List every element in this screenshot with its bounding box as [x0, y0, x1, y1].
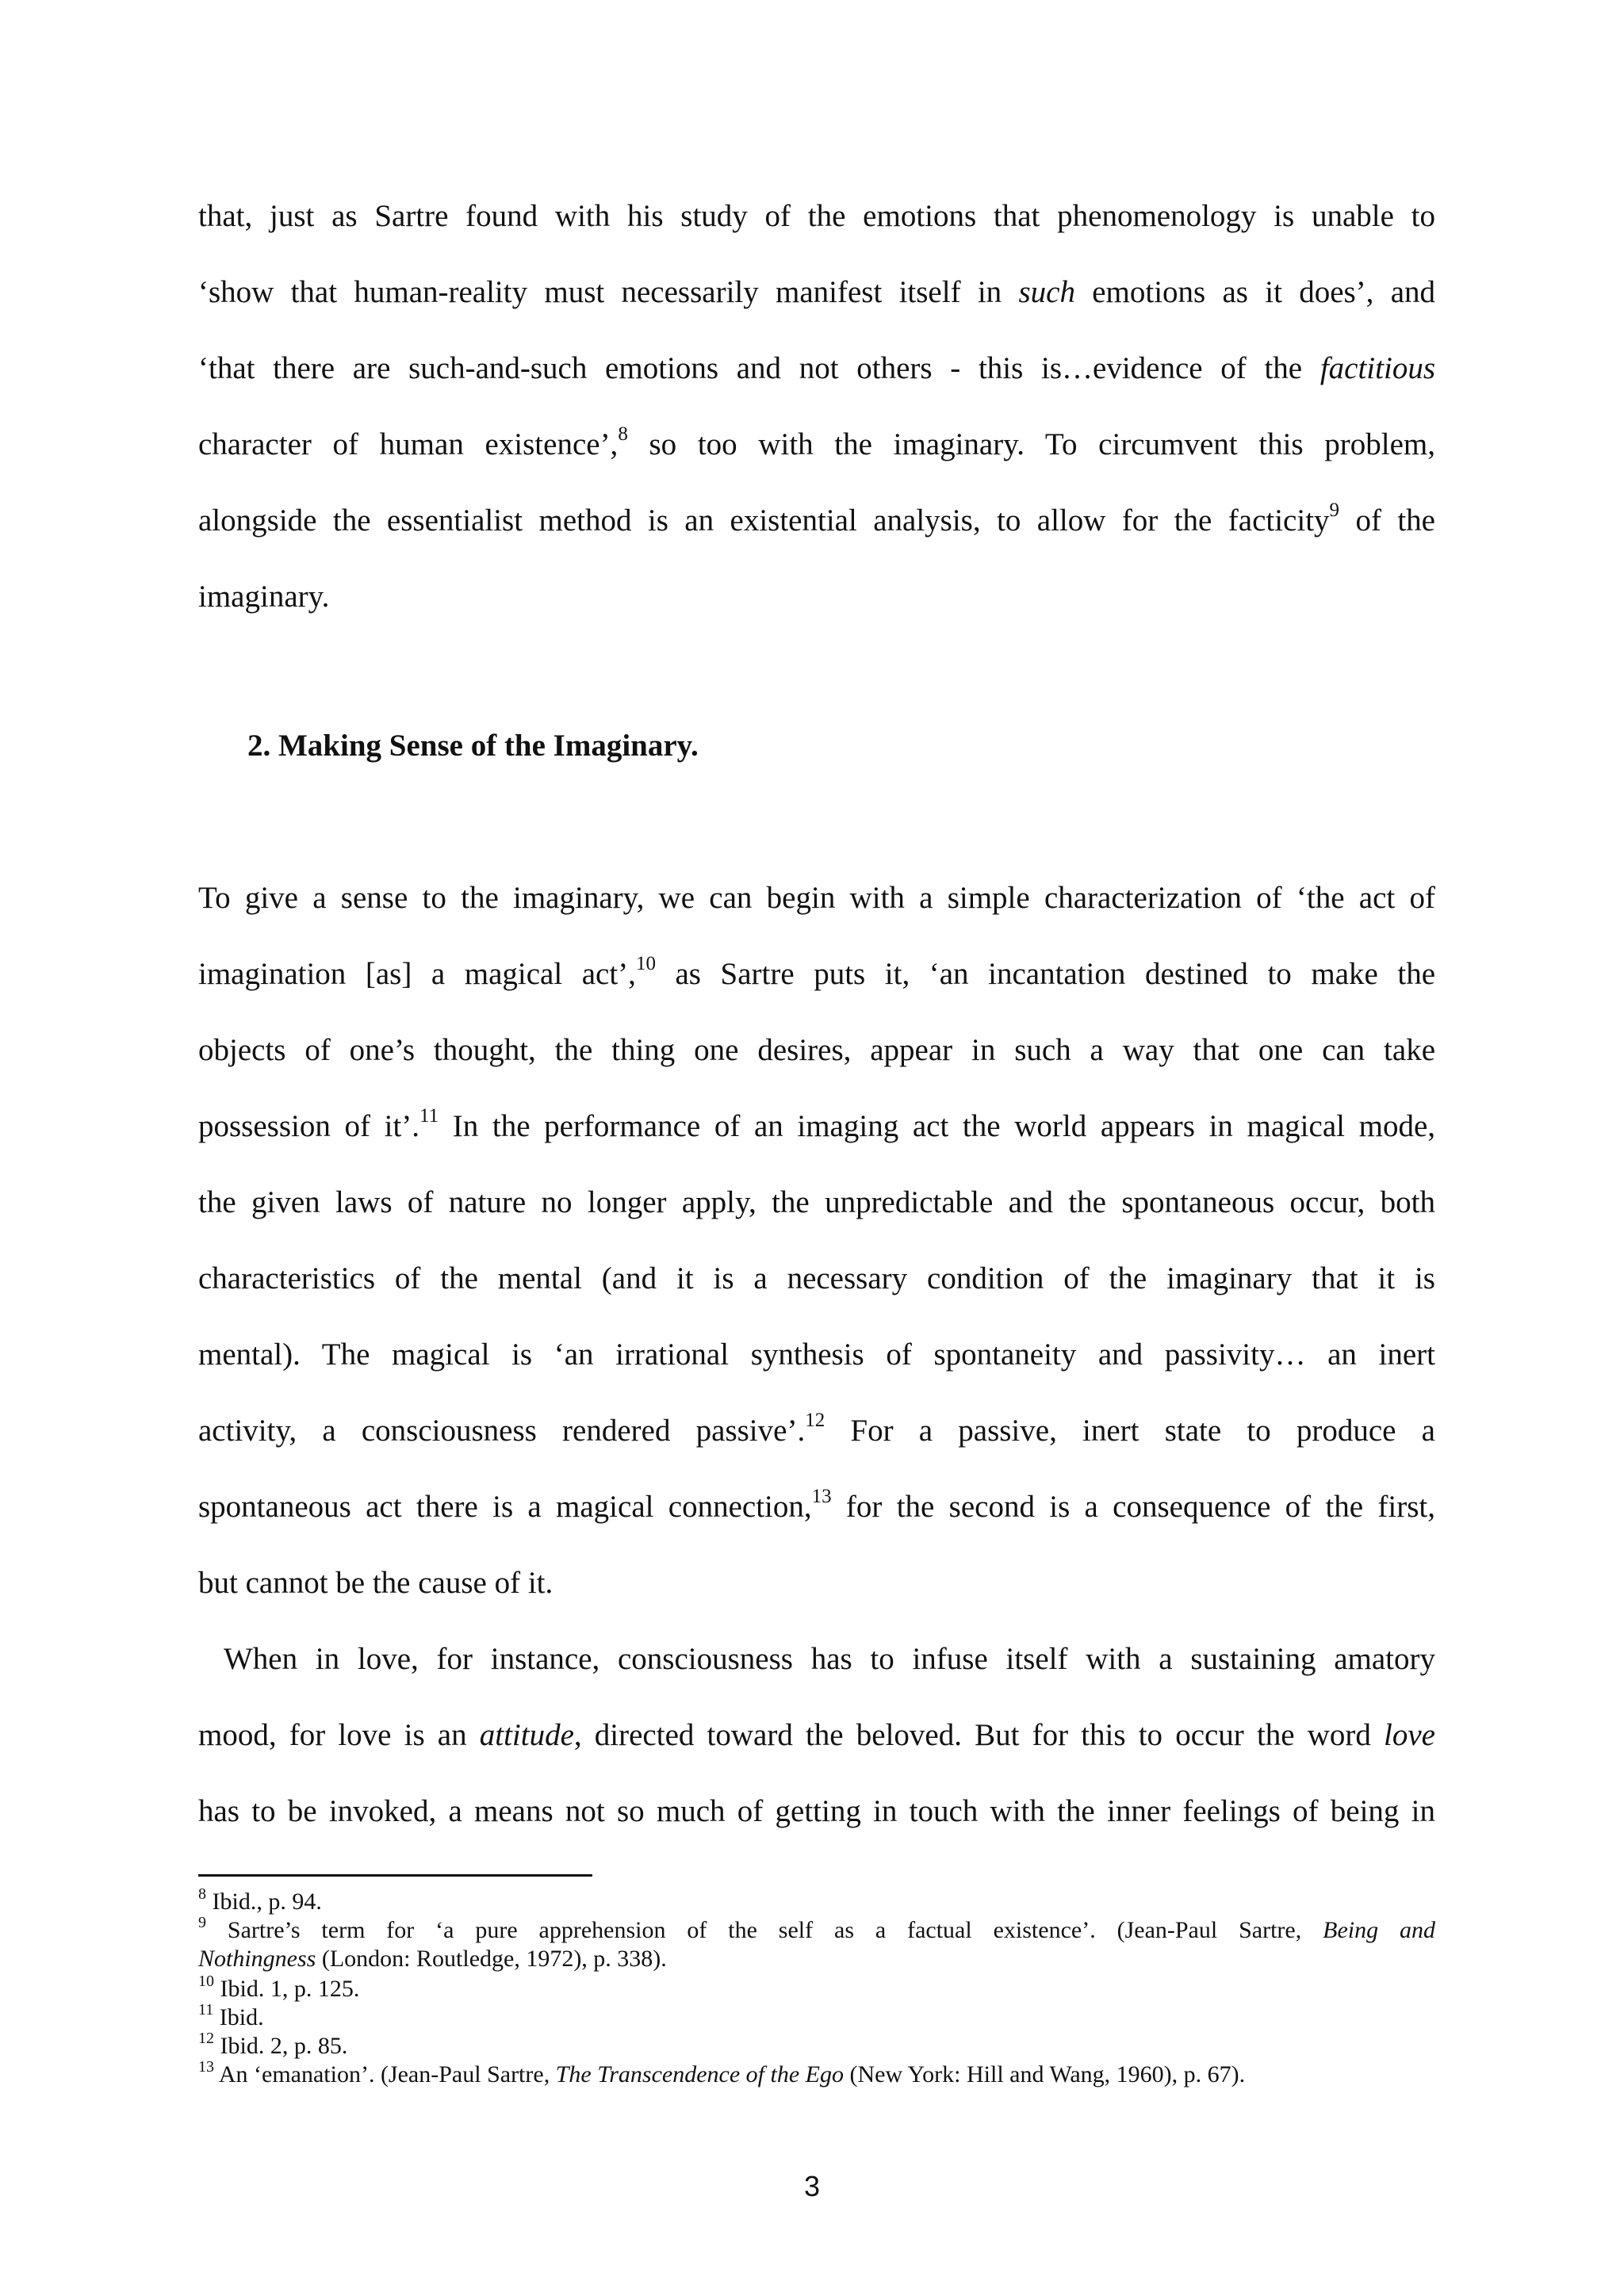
text-run: mental). The magical is ‘an irrational synthesis of spontaneity and passivity… an inert [198, 1337, 1435, 1372]
footnote [198, 2030, 1435, 2060]
footnote-number: 9 [198, 1914, 206, 1931]
footnote-text: (New York: Hill and Wang, 1960), p. 67). [843, 2061, 1246, 2087]
footnote [198, 1973, 1435, 2003]
text-run: possession of it’. [198, 1109, 420, 1143]
footnote-ref[interactable]: 9 [1329, 499, 1340, 521]
body-line [198, 955, 1435, 994]
body-line [198, 577, 1435, 617]
body-line [198, 878, 1435, 918]
body-line [198, 1411, 1435, 1451]
footnote-ref[interactable]: 13 [811, 1486, 832, 1507]
footnote-ref[interactable]: 8 [618, 423, 628, 445]
body-line [198, 1107, 1435, 1146]
body-line [198, 273, 1435, 312]
footnote-number: 11 [198, 2001, 214, 2019]
text-run: characteristics of the mental (and it is a necessary condition of the imaginary that it is [198, 1261, 1435, 1295]
body-line [198, 1487, 1435, 1527]
footnote-text: Ibid. 2, p. 85. [214, 2033, 348, 2059]
body-line [198, 1335, 1435, 1375]
text-run: ‘that there are such-and-such emotions and not others - this is…evidence of the [198, 351, 1320, 385]
section-heading: 2. Making Sense of the Imaginary. [247, 729, 699, 763]
text-run: ‘show that human-reality must necessarily manifest itself in [198, 275, 1019, 309]
text-run: mood, for love is an [198, 1718, 480, 1752]
text-run: as Sartre puts it, ‘an incantation destined to make the [655, 957, 1436, 991]
body-line [198, 1716, 1435, 1755]
footnote-number: 13 [198, 2058, 214, 2076]
text-run: imaginary. [198, 580, 330, 614]
text-run: has to be invoked, a means not so much of getting in touch with the inner feelings of being in [198, 1794, 1435, 1828]
emphasis: Being and [1323, 1917, 1435, 1943]
emphasis: such [1018, 275, 1075, 309]
text-run: imagination [as] a magical act’, [198, 957, 636, 991]
footnote-ref[interactable]: 12 [805, 1410, 825, 1431]
text-run: objects of one’s thought, the thing one desires, appear in such a way that one can take [198, 1033, 1435, 1067]
footnote-separator [198, 1874, 592, 1877]
text-run: In the performance of an imaging act the world appears in magical mode, [439, 1109, 1436, 1143]
emphasis: factitious [1320, 351, 1435, 385]
body-line [198, 197, 1435, 236]
emphasis: love [1384, 1718, 1435, 1752]
text-run: To give a sense to the imaginary, we can begin with a simple characterization of ‘the act of [198, 881, 1435, 915]
footnote-text: Sartre’s term for ‘a pure apprehension of the self as a factual existence’. (Jean-Paul Sartre, [206, 1917, 1323, 1943]
text-run: When in love, for instance, consciousness has to infuse itself with a sustaining amatory [224, 1642, 1435, 1676]
body-line [198, 1259, 1435, 1299]
footnote [198, 2058, 1435, 2088]
footnote-text: Ibid. [213, 2004, 264, 2030]
text-run: , directed toward the beloved. But for this to occur the word [573, 1718, 1385, 1752]
text-run: spontaneous act there is a magical connection, [198, 1490, 812, 1524]
text-run: activity, a consciousness rendered passive’. [198, 1414, 806, 1448]
text-run: character of human existence’, [198, 427, 619, 461]
text-run: emotions as it does’, and [1074, 275, 1436, 309]
emphasis: attitude [479, 1718, 574, 1752]
body-line [198, 1031, 1435, 1070]
footnote-text: Ibid. 1, p. 125. [214, 1976, 360, 2002]
text-run: so too with the imaginary. To circumvent this problem, [627, 427, 1435, 461]
footnote-number: 8 [198, 1885, 206, 1903]
footnote-number: 10 [198, 1973, 214, 1990]
footnote-text: Ibid., p. 94. [206, 1888, 322, 1915]
footnote-number: 12 [198, 2030, 214, 2047]
page-number: 3 [803, 2170, 821, 2202]
body-line [198, 1792, 1435, 1831]
footnote [198, 2001, 1435, 2031]
text-run: but cannot be the cause of it. [198, 1566, 553, 1600]
footnote-ref[interactable]: 10 [635, 953, 656, 974]
text-run: for the second is a consequence of the first, [831, 1490, 1435, 1524]
text-run: the given laws of nature no longer apply, the unpredictable and the spontaneous occur, both [198, 1185, 1435, 1219]
footnote-text: (London: Routledge, 1972), p. 338). [316, 1946, 667, 1972]
text-run: that, just as Sartre found with his study of the emotions that phenomenology is unable to [198, 199, 1435, 233]
body-line [224, 1640, 1435, 1679]
footnote-ref[interactable]: 11 [419, 1105, 439, 1127]
footnote [198, 1885, 1435, 1915]
emphasis: The Transcendence of the Ego [555, 2061, 844, 2087]
text-run: of the [1339, 503, 1435, 538]
body-line [198, 1183, 1435, 1223]
body-line [198, 349, 1435, 388]
body-line [198, 1563, 1435, 1603]
footnote-continuation [198, 1946, 1435, 1973]
footnote-text: An ‘emanation’. (Jean-Paul Sartre, [214, 2061, 556, 2087]
text-run: alongside the essentialist method is an existential analysis, to allow for the facticity [198, 503, 1330, 538]
text-run: For a passive, inert state to produce a [825, 1414, 1435, 1448]
footnote [198, 1914, 1435, 1944]
body-line [198, 425, 1435, 465]
body-line [198, 501, 1435, 541]
emphasis: Nothingness [198, 1946, 316, 1972]
